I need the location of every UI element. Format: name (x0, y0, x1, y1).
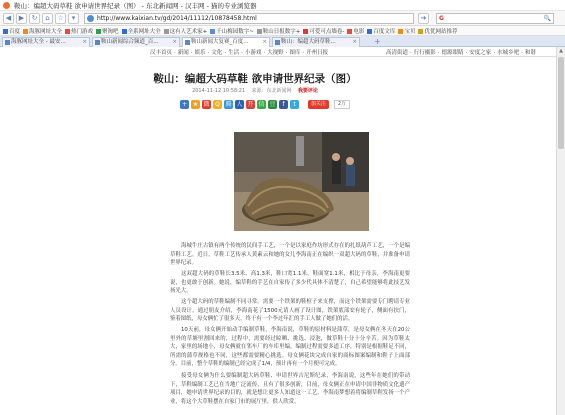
article-source: 来源：东北新闻网 (251, 88, 292, 94)
site-nav-link[interactable]: 文化 (211, 50, 223, 56)
bookmark-label: 电影 (353, 29, 365, 35)
renren-icon[interactable]: 人 (236, 101, 243, 108)
favorite-star-icon[interactable]: ★ (192, 101, 199, 108)
nav-separator: · (190, 50, 193, 56)
bookmark-label: 优优网站推荐 (424, 29, 458, 35)
bookmark-item[interactable] (3, 27, 20, 35)
site-nav-link[interactable]: 安度之家 (469, 50, 492, 56)
site-nav-link[interactable]: 图库 (289, 50, 301, 56)
bookmark-item[interactable] (367, 27, 395, 35)
site-nav-link[interactable]: 高清街道 (386, 50, 409, 56)
tencent-weibo-icon[interactable]: 腾 (225, 101, 232, 108)
star-icon: ☆ (57, 14, 64, 22)
bookmark-label: 热门游戏 (71, 29, 94, 35)
bookmark-favicon-icon (3, 29, 8, 34)
nav-separator: · (437, 50, 440, 56)
nav-separator: · (465, 50, 468, 56)
article-paragraph-1: 海城牛庄古镇有两个传统的民间手工艺，一个是以家庭作坊形式存在的扎纸葫芦工艺，一个是编草鞋工艺。近日，草鞋工艺传承人黄素云和她的女儿李海南正在编织一双超大码的草鞋，并准备申请世界纪录。 (170, 243, 410, 267)
nav-separator: · (224, 50, 227, 56)
page-scrollbar[interactable] (556, 47, 565, 415)
tab-4[interactable] (272, 37, 360, 47)
bookmark-item[interactable] (65, 27, 93, 35)
bookmark-label: 百度 (9, 29, 21, 35)
tab-close-icon[interactable]: × (172, 39, 177, 45)
bookmark-label: 聚淘吧 (102, 29, 119, 35)
navigation-toolbar (0, 11, 565, 26)
bookmark-item[interactable] (257, 27, 301, 35)
bookmark-favicon-icon (122, 29, 127, 34)
history-button[interactable] (68, 13, 79, 24)
bookmark-item[interactable] (23, 27, 62, 35)
window-title-bar (0, 0, 565, 11)
bookmark-favicon-icon (96, 29, 101, 34)
qzone-icon[interactable]: Q (213, 100, 222, 109)
site-nav-link[interactable]: 大视野 (267, 50, 284, 56)
tab-close-icon[interactable]: × (82, 39, 87, 45)
home-icon: ⌂ (45, 14, 50, 22)
bookmark-item[interactable] (418, 27, 457, 35)
bookmark-label: 百度文库 (373, 29, 396, 35)
bookmark-favicon-icon (23, 29, 28, 34)
address-bar[interactable] (84, 13, 414, 24)
tab-label: 鞍山新闻大复赛_百度... (191, 39, 249, 45)
tab-label: 海豚网址大全 - 最安... (11, 39, 66, 45)
site-nav-link[interactable]: 汉丰首页 (150, 50, 173, 56)
share-bar (180, 100, 350, 111)
tab-favicon-icon (95, 40, 100, 45)
nav-separator: · (302, 50, 305, 56)
facebook-icon[interactable]: f (279, 100, 288, 109)
tab-1[interactable] (2, 37, 90, 47)
bookmark-favicon-icon (418, 29, 423, 34)
bookmark-item[interactable] (347, 27, 364, 35)
article-paragraph-5: 接受母女俩为什么要编制超大码草鞋、申请世界吉尼斯纪录，李海南说，这些年在她们的带动下，草鞋编制工艺已在当地广泛流传，且有了很多创新，目前，母女俩正在申请中国非物质文化遗产项目，她申请世界纪录的目的，就是想让更多人知道这一工艺。李海南梦想着将编制草鞋发扬一个产业，将这个大草鞋摆在自家门市的展厅里，供人欣赏。 (170, 373, 410, 405)
home-button[interactable] (42, 13, 53, 24)
back-arrow-icon: ◀ (5, 14, 12, 22)
reload-icon: ↻ (31, 14, 38, 22)
search-engine-icon: G (439, 15, 444, 22)
address-url[interactable]: http://www.kaixian.tv/gd/2014/11112/10878458.html (97, 15, 257, 22)
bookmark-favicon-icon (347, 29, 352, 34)
site-nav-link[interactable]: 行行摄影 (413, 50, 436, 56)
article-photo (234, 132, 369, 231)
site-nav-link[interactable]: 娱乐 (194, 50, 206, 56)
nav-separator: · (207, 50, 210, 56)
site-globe-icon (87, 15, 94, 22)
article-meta (150, 87, 360, 94)
scroll-up-icon[interactable]: ▲ (559, 48, 563, 54)
wechat-icon[interactable]: 信 (258, 101, 265, 108)
scrollbar-thumb[interactable] (558, 57, 564, 149)
site-navigation (150, 48, 565, 57)
tab-bar (0, 36, 565, 47)
nav-separator: · (285, 50, 288, 56)
nav-separator: · (241, 50, 243, 56)
comment-link[interactable]: 我要评论 (297, 88, 318, 94)
article-paragraph-4: 10天前，母女俩开始动手编制草鞋，李海南说，草鞋的原材料是蒲草，是母女俩在冬天在20公里外的草塘里割回来的，过程中，需要经过晾晒、挑选、浸泡，做草鞋十分十分辛苦。因为草鞋太大，家里的场地小，母女俩就在邻车厂的车库里编。编制过程需要多道工序，特别是根据鞋足不同，所需的蒲草规格也不同，这些都需要精心挑选。母女俩花块完成自家的商标图案编制和鞋子上面部分。目前，整个草鞋的编制已经完成了1/4，预计再有一个月便可完成。 (170, 327, 410, 368)
article-paragraph-2: 这双超大码的草鞋长3.5米、高1.3米，鞋口宽1.1米，鞋面宽1.1米，相比于母亲，李海南更要说，也更敢于创新。她说，编草鞋的手艺在自家传了多少代具体不清楚了，自己希望能够将此技艺发扬光大。 (170, 271, 410, 295)
article-date: 2014-11-12 10:58:21 (192, 88, 246, 94)
bookmark-favicon-icon (303, 29, 308, 34)
nav-separator: · (410, 50, 412, 56)
bookmark-favicon-icon (398, 29, 403, 34)
bookmark-favicon-icon (164, 29, 169, 34)
kaixin-icon[interactable]: 开 (247, 101, 254, 108)
bookmark-favicon-icon (65, 29, 70, 34)
favorites-button[interactable] (55, 13, 66, 24)
forward-arrow-icon: ▶ (18, 14, 25, 22)
search-box[interactable] (436, 13, 554, 24)
nav-separator: · (174, 50, 176, 56)
article-paragraph-3: 这个超大码的草鞋编制不同寻常。需要一个铁架的鞋楦子来支撑，而这个铁架需要专门聘请专业人员设计。通过朋友介绍，李海南花了1500元请人画了设计图，铁架底部安有轮子，侧面有扶门，鉴着图纸，母女俩忙了很多天，终于有一个李过年汇的手工人做了她们的活。 (170, 299, 410, 323)
bookmark-item[interactable] (210, 27, 254, 35)
article-headline: 鞍山：编超大码草鞋 欲申请世界纪录（图） (153, 73, 357, 85)
tab-3[interactable] (182, 37, 270, 47)
weibo-follow-button[interactable]: 加关注 (308, 100, 329, 109)
tab-2[interactable] (92, 37, 180, 47)
site-nav-link[interactable]: 新闻 (177, 50, 189, 56)
tab-label: 鞍山：编超大码草鞋... (281, 39, 336, 45)
browser-logo-icon (3, 2, 10, 9)
share-count: 2万 (334, 100, 350, 109)
tab-close-icon[interactable]: × (262, 39, 267, 45)
history-icon: ▾ (71, 14, 76, 22)
back-button[interactable] (3, 13, 14, 24)
bookmark-label: 千山梅园数字~ (216, 29, 254, 35)
new-tab-button[interactable]: + (374, 37, 381, 46)
bookmark-label: 这有人艺术家+ (169, 29, 208, 35)
bookmark-label: 全系网址大全 (127, 29, 161, 35)
tab-favicon-icon (5, 40, 10, 45)
bookmark-item[interactable] (96, 27, 119, 35)
site-nav-link[interactable]: 德源眼睛 (441, 50, 464, 56)
bookmarks-bar (0, 26, 565, 36)
bookmark-label: 海豚网址大全 (29, 29, 63, 35)
search-icon[interactable]: 🔍 (543, 15, 551, 22)
sina-weibo-icon[interactable]: 微 (203, 101, 210, 108)
bookmark-favicon-icon (210, 29, 215, 34)
bookmark-item[interactable] (122, 27, 161, 35)
twitter-icon[interactable]: t (290, 100, 299, 109)
nav-separator: · (521, 50, 523, 56)
tab-favicon-icon (185, 40, 190, 45)
reload-button[interactable] (29, 13, 40, 24)
forward-button[interactable] (16, 13, 27, 24)
nav-separator: · (493, 50, 496, 56)
share-plus-icon[interactable]: + (181, 101, 188, 108)
bookmark-item[interactable] (398, 27, 415, 35)
site-nav-link[interactable]: 小游戏 (244, 50, 262, 56)
tab-close-icon[interactable]: × (352, 39, 357, 45)
tab-label: 鞍山新闻综合频道_百... (101, 39, 159, 45)
tab-favicon-icon (275, 40, 280, 45)
site-nav-link[interactable]: 和谐 (524, 50, 536, 56)
bookmark-label: 鞍山日报数字+ (262, 29, 301, 35)
bookmark-favicon-icon (257, 29, 262, 34)
window-title: 鞍山：编超大码草鞋 欲申请世界纪录（图） - 东北新闻网 - 汉丰网 - 猫的专业浏览器 (14, 2, 257, 10)
bookmark-label: 可爱可点墙卷- (309, 29, 345, 35)
go-button[interactable] (418, 13, 429, 24)
go-arrow-icon: ➜ (420, 14, 427, 22)
bookmark-item[interactable] (303, 27, 344, 35)
site-nav-link[interactable]: 水城乡吧 (497, 50, 520, 56)
nav-separator: · (263, 50, 266, 56)
bookmark-label: 宝贝 (404, 29, 416, 35)
bookmark-item[interactable] (164, 27, 208, 35)
site-nav-link[interactable]: 生活 (228, 50, 240, 56)
bookmark-favicon-icon (367, 29, 372, 34)
site-nav-link[interactable]: 开州日报 (306, 50, 329, 56)
douban-icon[interactable]: 豆 (269, 101, 276, 108)
